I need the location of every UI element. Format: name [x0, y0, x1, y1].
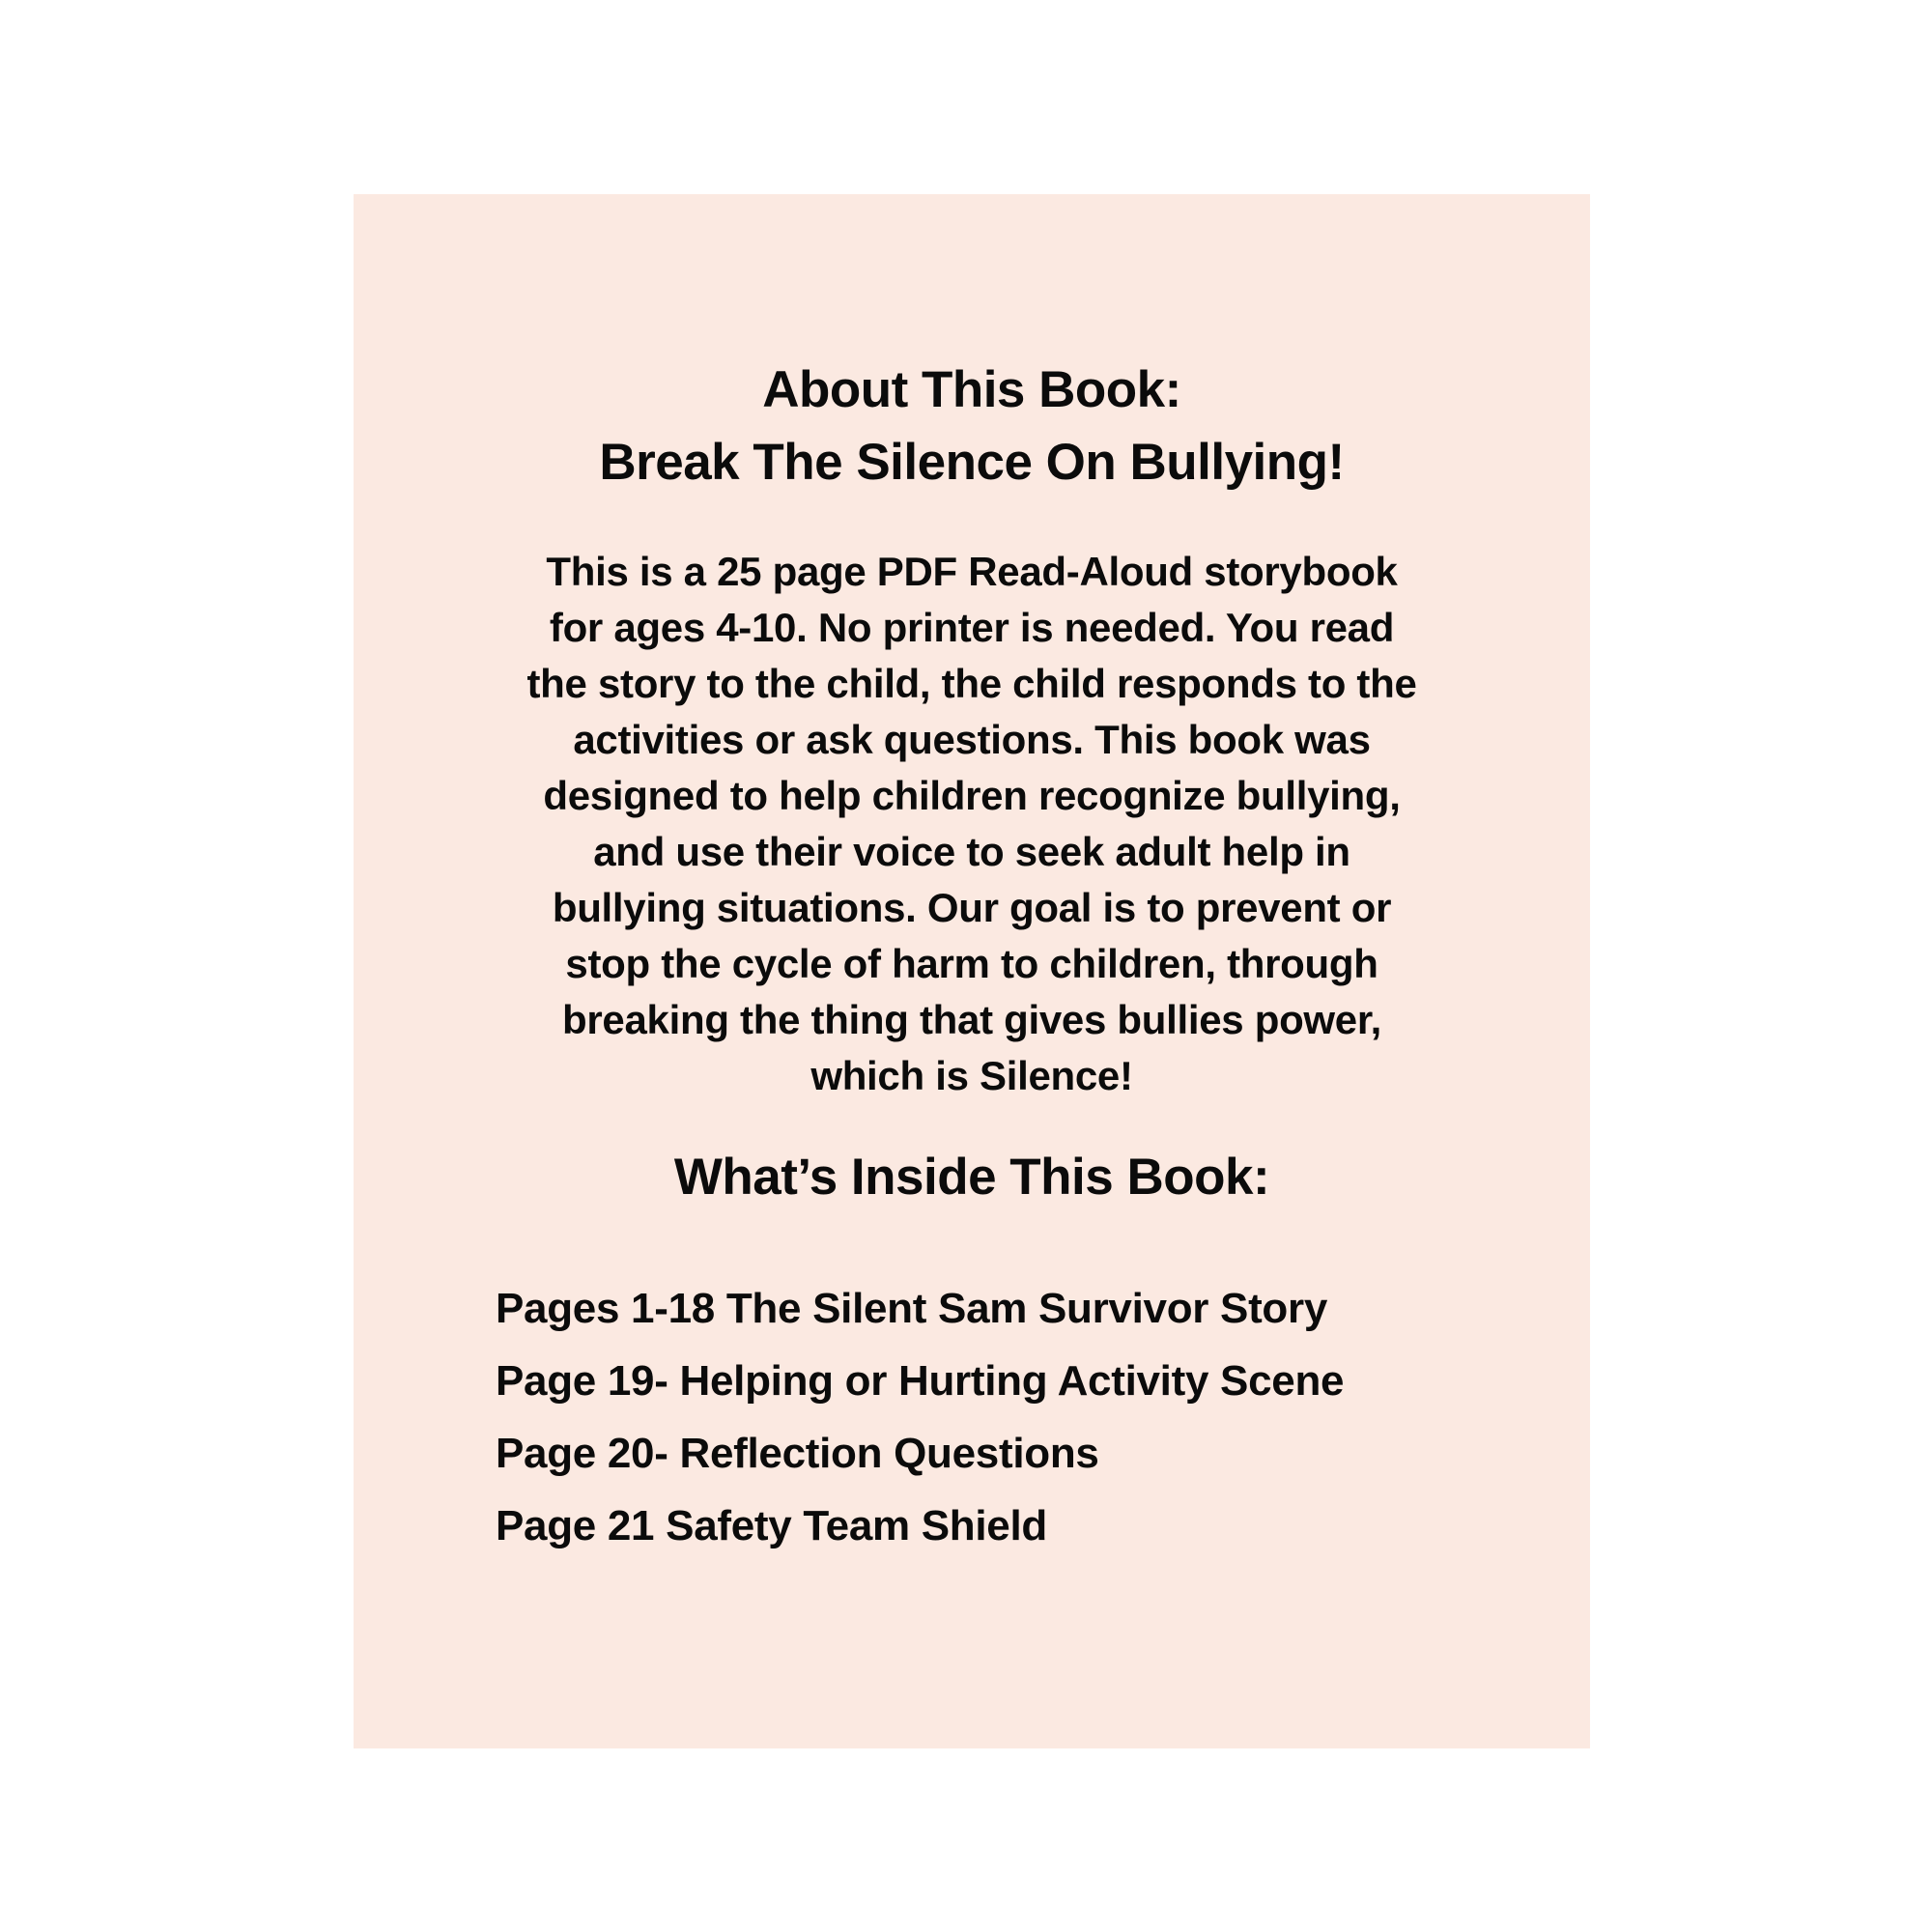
title-heading: About This Book: — [762, 361, 1181, 418]
description-line: designed to help children recognize bullying, — [543, 773, 1401, 818]
description-line: activities or ask questions. This book was — [573, 717, 1371, 762]
description-line: and use their voice to seek adult help in — [593, 829, 1350, 874]
description-line: the story to the child, the child responds to the — [526, 661, 1417, 706]
description-paragraph — [460, 544, 1484, 1104]
contents-item: Page 20- Reflection Questions — [496, 1430, 1099, 1477]
contents-item: Page 19- Helping or Hurting Activity Scene — [496, 1357, 1345, 1405]
contents-item: Page 21 Safety Team Shield — [496, 1502, 1047, 1549]
description-line: which is Silence! — [810, 1053, 1133, 1098]
content-panel — [354, 194, 1590, 1748]
description-line: bullying situations. Our goal is to prevent or — [552, 885, 1392, 930]
description-line: for ages 4-10. No printer is needed. You read — [549, 605, 1395, 650]
description-line: stop the cycle of harm to children, through — [565, 941, 1378, 986]
subtitle-heading: Break The Silence On Bullying! — [599, 434, 1345, 491]
contents-list — [496, 1272, 1344, 1562]
description-line: This is a 25 page PDF Read-Aloud storybook — [546, 549, 1398, 594]
title-block — [354, 354, 1590, 498]
contents-heading: What’s Inside This Book: — [673, 1149, 1270, 1206]
description-line: breaking the thing that gives bullies power, — [562, 997, 1381, 1042]
contents-item: Pages 1-18 The Silent Sam Survivor Story — [496, 1285, 1327, 1332]
